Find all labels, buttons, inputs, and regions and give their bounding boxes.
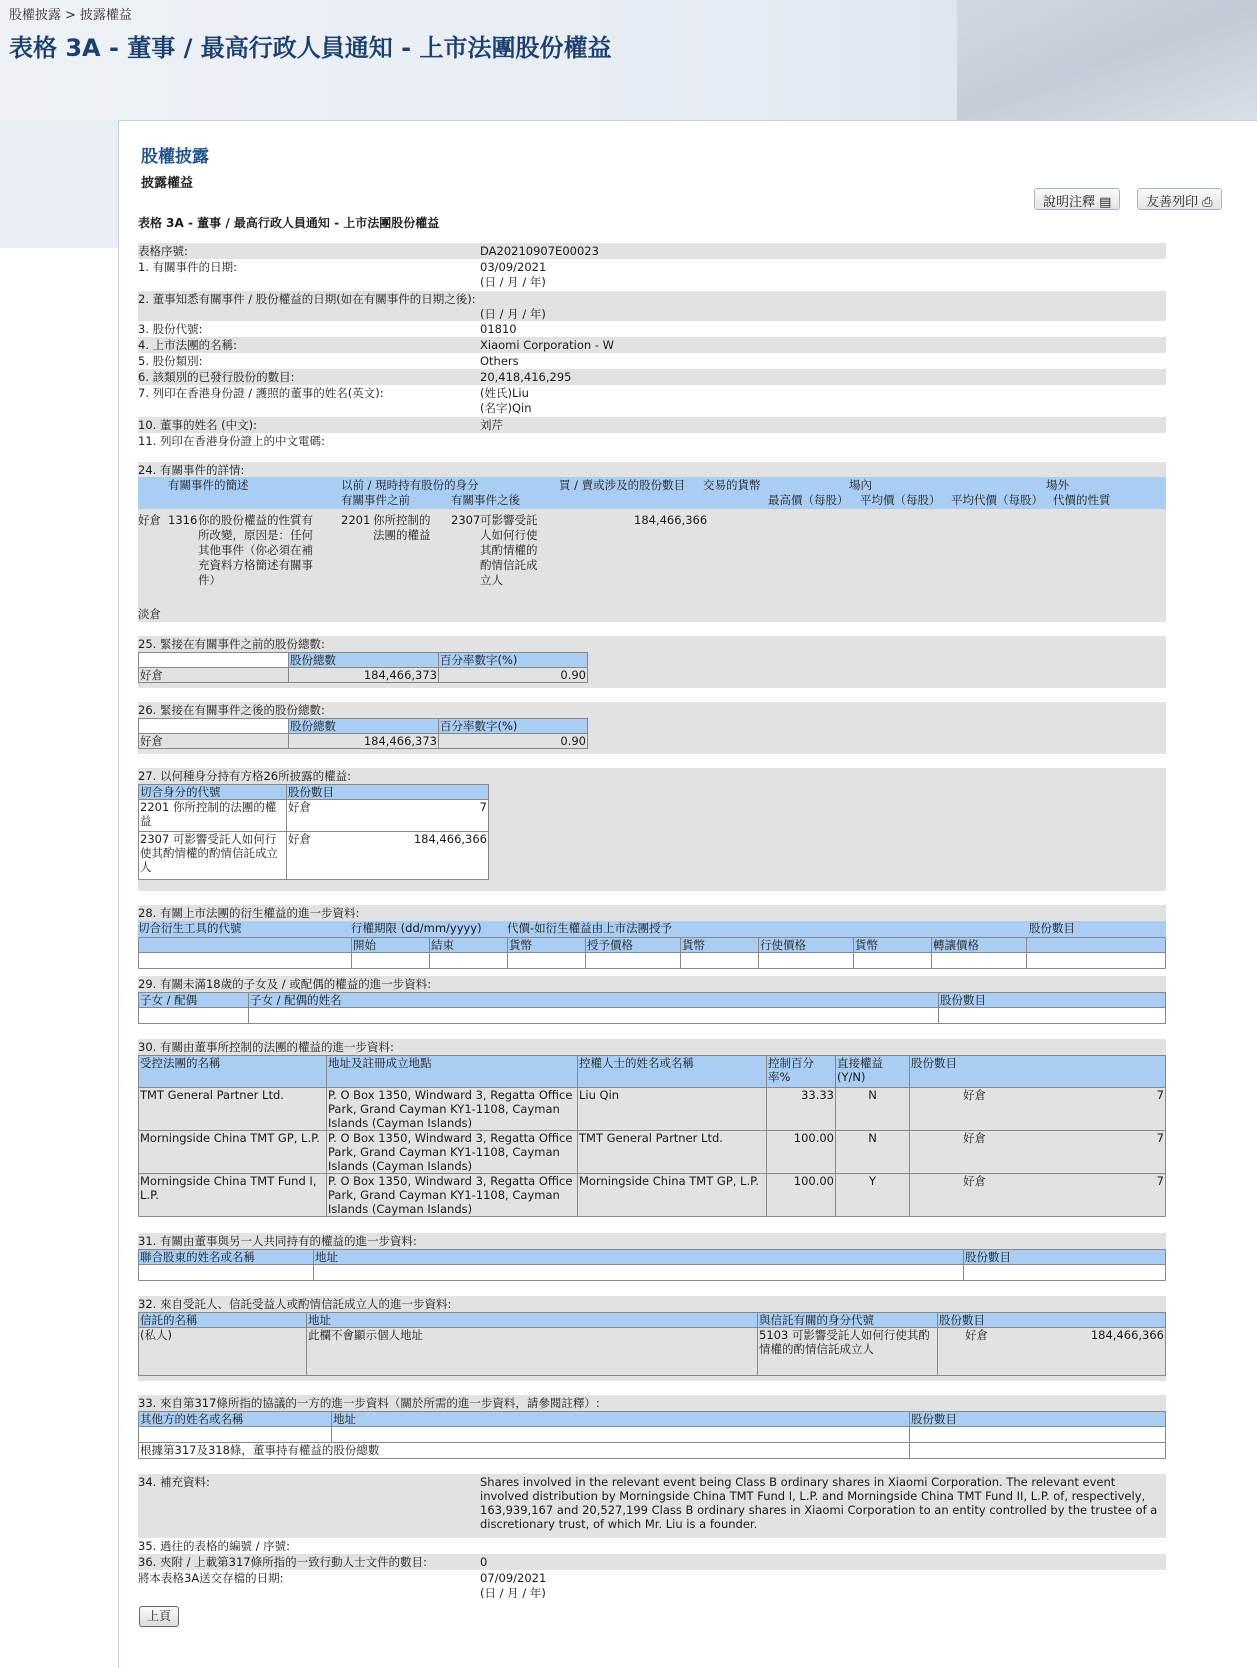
field-value: 20,418,416,295 [480, 370, 572, 384]
header-after: 有關事件之後 [451, 493, 520, 507]
capacity-desc: 可影響受託人如何行使其酌情權的酌情信託成立人 [140, 832, 278, 874]
control-percent: 33.33 [767, 1088, 836, 1131]
submit-date [138, 1570, 1166, 1602]
short-position: 淡倉 [138, 607, 161, 621]
col-header: 控制百分率% [767, 1056, 836, 1088]
col-header: 百分率數字(%) [439, 719, 588, 734]
table-row [139, 1088, 1166, 1131]
sub-header: 貨幣 [681, 938, 759, 953]
field-corp-name [138, 337, 1166, 353]
page-title: 表格 3A - 董事 / 最高行政人員通知 - 上市法團股份權益 [9, 34, 612, 62]
corp-address: P. O Box 1350, Windward 3, Regatta Office Park, Grand Cayman KY1-1108, Cayman Islands (Cayman Islands) [327, 1131, 578, 1174]
shares-cell [938, 1328, 1166, 1376]
shares-cell [910, 1131, 1166, 1174]
section-28 [138, 905, 1166, 960]
col-header: 切合身分的代號 [139, 785, 287, 800]
field-note: (日 / 月 / 年) [480, 275, 546, 289]
before-description: 你所控制的法團的權益 [373, 513, 431, 542]
field-director-name-en [138, 385, 1166, 417]
section-36 [138, 1554, 1166, 1570]
side-background [0, 120, 118, 248]
quantity: 184,466,366 [634, 513, 708, 527]
notes-button-label: 說明注釋 [1043, 195, 1096, 210]
capacity-desc: 可影響受託人如何行使其酌情權的酌情信託成立人 [759, 1328, 930, 1356]
section-title: 26. 緊接在有關事件之後的股份總數: [138, 703, 325, 717]
direct-interest: N [836, 1131, 910, 1174]
field-label: 10. 董事的姓名 (中文): [138, 418, 257, 432]
field-director-name-zh [138, 417, 1166, 433]
cell-empty [139, 719, 289, 734]
field-value: 07/09/2021 [480, 1571, 547, 1585]
field-label: 5. 股份類別: [138, 354, 203, 368]
sub-header: 貨幣 [508, 938, 586, 953]
field-value: 0 [480, 1555, 488, 1569]
shares: 184,466,366 [1090, 1328, 1164, 1342]
col-header: 股份數目 [910, 1412, 1166, 1427]
header-highest: 最高價（每股） [768, 493, 849, 507]
col-header: 地址 [332, 1412, 910, 1427]
col-header: 地址及註冊成立地點 [327, 1056, 578, 1088]
col-header: 股份數目 [938, 1313, 1166, 1328]
position-cell: 好倉 [139, 734, 289, 749]
control-percent: 100.00 [767, 1174, 836, 1217]
long-position: 好倉 [138, 513, 161, 527]
print-button[interactable] [1137, 188, 1222, 210]
capacity-cell [139, 832, 287, 880]
breadcrumb-link-interests[interactable]: 披露權益 [79, 8, 132, 23]
field-label: 1. 有關事件的日期: [138, 260, 238, 274]
header-shares: 股份數目 [1029, 921, 1075, 935]
shares-cell [910, 1088, 1166, 1131]
breadcrumb-separator: > [65, 8, 76, 23]
field-value: (日 / 月 / 年) [480, 307, 546, 321]
breadcrumb [9, 4, 136, 23]
field-telecode [138, 433, 1166, 449]
shares: 184,466,366 [413, 832, 487, 846]
capacity-code: 5103 [759, 1328, 789, 1342]
cell-empty [139, 938, 352, 953]
trust-name: (私人) [139, 1328, 307, 1376]
shares-cell [287, 800, 489, 832]
position: 好倉 [963, 1131, 986, 1145]
position: 好倉 [963, 1088, 986, 1102]
shares: 7 [1156, 1088, 1164, 1102]
shares: 7 [479, 800, 487, 814]
cell-empty [139, 653, 289, 668]
section-title: 32. 來自受託人、信託受益人或酌情信託成立人的進一步資料: [138, 1297, 452, 1311]
section-24 [138, 462, 1166, 622]
table-row [139, 1328, 1166, 1376]
header-on-exchange: 場內 [849, 478, 872, 492]
field-label: 表格序號: [138, 244, 188, 258]
position: 好倉 [965, 1328, 988, 1342]
panel-subtitle: 披露權益 [141, 176, 194, 191]
form-caption: 表格 3A - 董事 / 最高行政人員通知 - 上市法團股份權益 [138, 216, 440, 230]
header-consideration: 代價-如衍生權益由上市法團授予 [507, 921, 673, 935]
col-header: 聯合股東的姓名或名稱 [139, 1250, 314, 1265]
shares-cell: 184,466,373 [289, 668, 439, 683]
section-26 [138, 702, 1166, 754]
field-label: 4. 上市法團的名稱: [138, 338, 238, 352]
header-period: 行權期限 (dd/mm/yyyy) [351, 921, 482, 935]
col-header: 直接權益(Y/N) [836, 1056, 910, 1088]
field-value: 01810 [480, 322, 517, 336]
control-percent: 100.00 [767, 1131, 836, 1174]
header-capacity: 以前 / 現時持有股份的身分 [341, 478, 479, 492]
print-button-label: 友善列印 [1146, 195, 1199, 210]
header-description: 有關事件的簡述 [168, 478, 249, 492]
shares: 7 [1156, 1174, 1164, 1188]
header-nature: 代價的性質 [1053, 493, 1111, 507]
field-event-date [138, 259, 1166, 291]
sub-header: 行使價格 [759, 938, 854, 953]
section-title: 28. 有關上市法團的衍生權益的進一步資料: [138, 906, 360, 920]
shares-cell [287, 832, 489, 880]
field-stock-code [138, 321, 1166, 337]
field-value: Xiaomi Corporation - W [480, 338, 614, 352]
position: 好倉 [963, 1174, 986, 1188]
notes-button[interactable] [1034, 188, 1120, 210]
shares: 7 [1156, 1131, 1164, 1145]
col-header: 股份總數 [289, 653, 439, 668]
col-header: 股份數目 [910, 1056, 1166, 1088]
header-off-exchange: 場外 [1046, 478, 1069, 492]
event-code: 1316 [168, 513, 198, 527]
field-note: (日 / 月 / 年) [480, 1586, 546, 1600]
section-25 [138, 636, 1166, 688]
document-icon: ▤ [1099, 195, 1112, 210]
corp-address: P. O Box 1350, Windward 3, Regatta Office Park, Grand Cayman KY1-1108, Cayman Islands (Cayman Islands) [327, 1174, 578, 1217]
table-row [139, 1174, 1166, 1217]
direct-interest: N [836, 1088, 910, 1131]
back-button[interactable]: 上頁 [139, 1606, 179, 1627]
corp-address: P. O Box 1350, Windward 3, Regatta Office Park, Grand Cayman KY1-1108, Cayman Islands (Cayman Islands) [327, 1088, 578, 1131]
field-label: 6. 該類別的已發行股份的數目: [138, 370, 295, 384]
col-header: 地址 [307, 1313, 758, 1328]
col-header: 地址 [314, 1250, 964, 1265]
corp-name: Morningside China TMT GP, L.P. [139, 1131, 327, 1174]
capacity-desc: 你所控制的法團的權益 [140, 800, 277, 828]
header-before: 有關事件之前 [341, 493, 410, 507]
section-title: 24. 有關事件的詳情: [138, 463, 245, 477]
position: 好倉 [288, 832, 311, 846]
header-average: 平均價（每股） [860, 493, 941, 507]
col-header: 受控法團的名稱 [139, 1056, 327, 1088]
capacity-code: 2201 [140, 800, 170, 814]
section-33 [138, 1395, 1166, 1459]
field-label: 7. 列印在香港身份證 / 護照的董事的姓名(英文): [138, 386, 384, 400]
field-value: 03/09/2021 [480, 260, 547, 274]
section-title: 25. 緊接在有關事件之前的股份總數: [138, 637, 325, 651]
corp-name: TMT General Partner Ltd. [139, 1088, 327, 1131]
col-header: 信託的名稱 [139, 1313, 307, 1328]
sub-header: 轉讓價格 [932, 938, 1027, 953]
trust-address: 此欄不會顯示個人地址 [307, 1328, 758, 1376]
header-decoration [957, 0, 1257, 120]
field-label: 35. 過往的表格的編號 / 序號: [138, 1539, 291, 1553]
header-quantity: 買 / 賣或涉及的股份數目 [559, 478, 686, 492]
breadcrumb-link-disclosure[interactable]: 股權披露 [9, 8, 62, 23]
field-share-class [138, 353, 1166, 369]
field-note: (名字)Qin [480, 401, 532, 415]
field-label: 將本表格3A送交存檔的日期: [138, 1571, 284, 1585]
sub-header: 貨幣 [854, 938, 932, 953]
field-label: 11. 列印在香港身份證上的中文電碼: [138, 434, 325, 448]
sub-header: 授予價格 [586, 938, 681, 953]
col-header: 其他方的姓名或名稱 [139, 1412, 332, 1427]
field-value: Others [480, 354, 519, 368]
section-title: 31. 有關由董事與另一人共同持有的權益的進一步資料: [138, 1234, 417, 1248]
col-header: 百分率數字(%) [439, 653, 588, 668]
shares-cell [910, 1174, 1166, 1217]
section-title: 33. 來自第317條所指的協議的一方的進一步資料（關於所需的進一步資料，請參閱註釋）: [138, 1396, 600, 1410]
sub-header: 結束 [430, 938, 508, 953]
position: 好倉 [288, 800, 311, 814]
section-title: 29. 有關未滿18歲的子女及 / 或配偶的權益的進一步資料: [138, 977, 432, 991]
position-cell: 好倉 [139, 668, 289, 683]
after-description: 可影響受託人如何行使其酌情權的酌情信託成立人 [480, 513, 538, 587]
controller-name: Morningside China TMT GP, L.P. [578, 1174, 767, 1217]
col-header: 股份數目 [964, 1250, 1166, 1265]
field-form-serial [138, 243, 1166, 259]
field-label: 36. 夾附 / 上載第317條所指的一致行動人士文件的數目: [138, 1555, 427, 1569]
field-value: (姓氏)Liu [480, 386, 529, 400]
field-issued-shares [138, 369, 1166, 385]
corp-name: Morningside China TMT Fund I, L.P. [139, 1174, 327, 1217]
field-label: 34. 補充資料: [138, 1475, 210, 1489]
direct-interest: Y [836, 1174, 910, 1217]
total-label: 根據第317及318條，董事持有權益的股份總數 [139, 1443, 910, 1459]
field-label: 3. 股份代號: [138, 322, 203, 336]
field-label: 2. 董事知悉有關事件 / 股份權益的日期(如在有關事件的日期之後): [138, 292, 476, 306]
header-avg-consideration: 平均代價（每股） [951, 493, 1043, 507]
percent-cell: 0.90 [439, 734, 588, 749]
printer-icon: ⎙ [1202, 195, 1213, 210]
controller-name: TMT General Partner Ltd. [578, 1131, 767, 1174]
col-header: 股份總數 [289, 719, 439, 734]
after-code: 2307 [451, 513, 481, 527]
event-description: 你的股份權益的性質有所改變，原因是：任何其他事件（你必須在補充資料方格簡述有關事件） [198, 513, 313, 587]
section-29 [138, 976, 1166, 1024]
col-header: 股份數目 [287, 785, 489, 800]
field-value: 刘芹 [480, 418, 503, 432]
header-code: 切合衍生工具的代號 [138, 921, 242, 935]
section-32 [138, 1296, 1166, 1381]
col-header: 子女 / 配偶的姓名 [249, 993, 939, 1008]
col-header: 子女 / 配偶 [139, 993, 249, 1008]
section-31 [138, 1233, 1166, 1281]
section-35 [138, 1538, 1166, 1554]
section-title: 27. 以何種身分持有方格26所披露的權益: [138, 769, 351, 783]
capacity-code: 2307 [140, 832, 170, 846]
table-row [139, 1131, 1166, 1174]
col-header: 股份數目 [939, 993, 1166, 1008]
capacity-cell [139, 800, 287, 832]
shares-cell: 184,466,373 [289, 734, 439, 749]
section-27 [138, 768, 1166, 891]
percent-cell: 0.90 [439, 668, 588, 683]
section-30 [138, 1039, 1166, 1217]
panel-title: 股權披露 [141, 147, 209, 167]
before-code: 2201 [341, 513, 371, 527]
sub-header: 開始 [352, 938, 430, 953]
col-header: 與信託有關的身分代號 [758, 1313, 938, 1328]
trust-capacity [758, 1328, 938, 1376]
section-34 [138, 1474, 1166, 1538]
col-header: 控權人士的姓名或名稱 [578, 1056, 767, 1088]
section-title: 30. 有關由董事所控制的法團的權益的進一步資料: [138, 1040, 394, 1054]
header-currency: 交易的貨幣 [703, 478, 761, 492]
controller-name: Liu Qin [578, 1088, 767, 1131]
field-value: DA20210907E00023 [480, 244, 599, 258]
field-value: Shares involved in the relevant event being Class B ordinary shares in Xiaomi Corporation. The relevant event involved distribution by Morningside China TMT Fund I, L.P. and Morningside China TMT Fund II, L.P. of, respectively, 163,939,167 and 20,527,199 Class B ordinary shares in Xiaomi Corporation to an entity controlled by the trustee of a discretionary trust, of which Mr. Liu is a founder. [480, 1475, 1158, 1531]
cell-empty [1027, 938, 1166, 953]
field-aware-date [138, 291, 1166, 321]
